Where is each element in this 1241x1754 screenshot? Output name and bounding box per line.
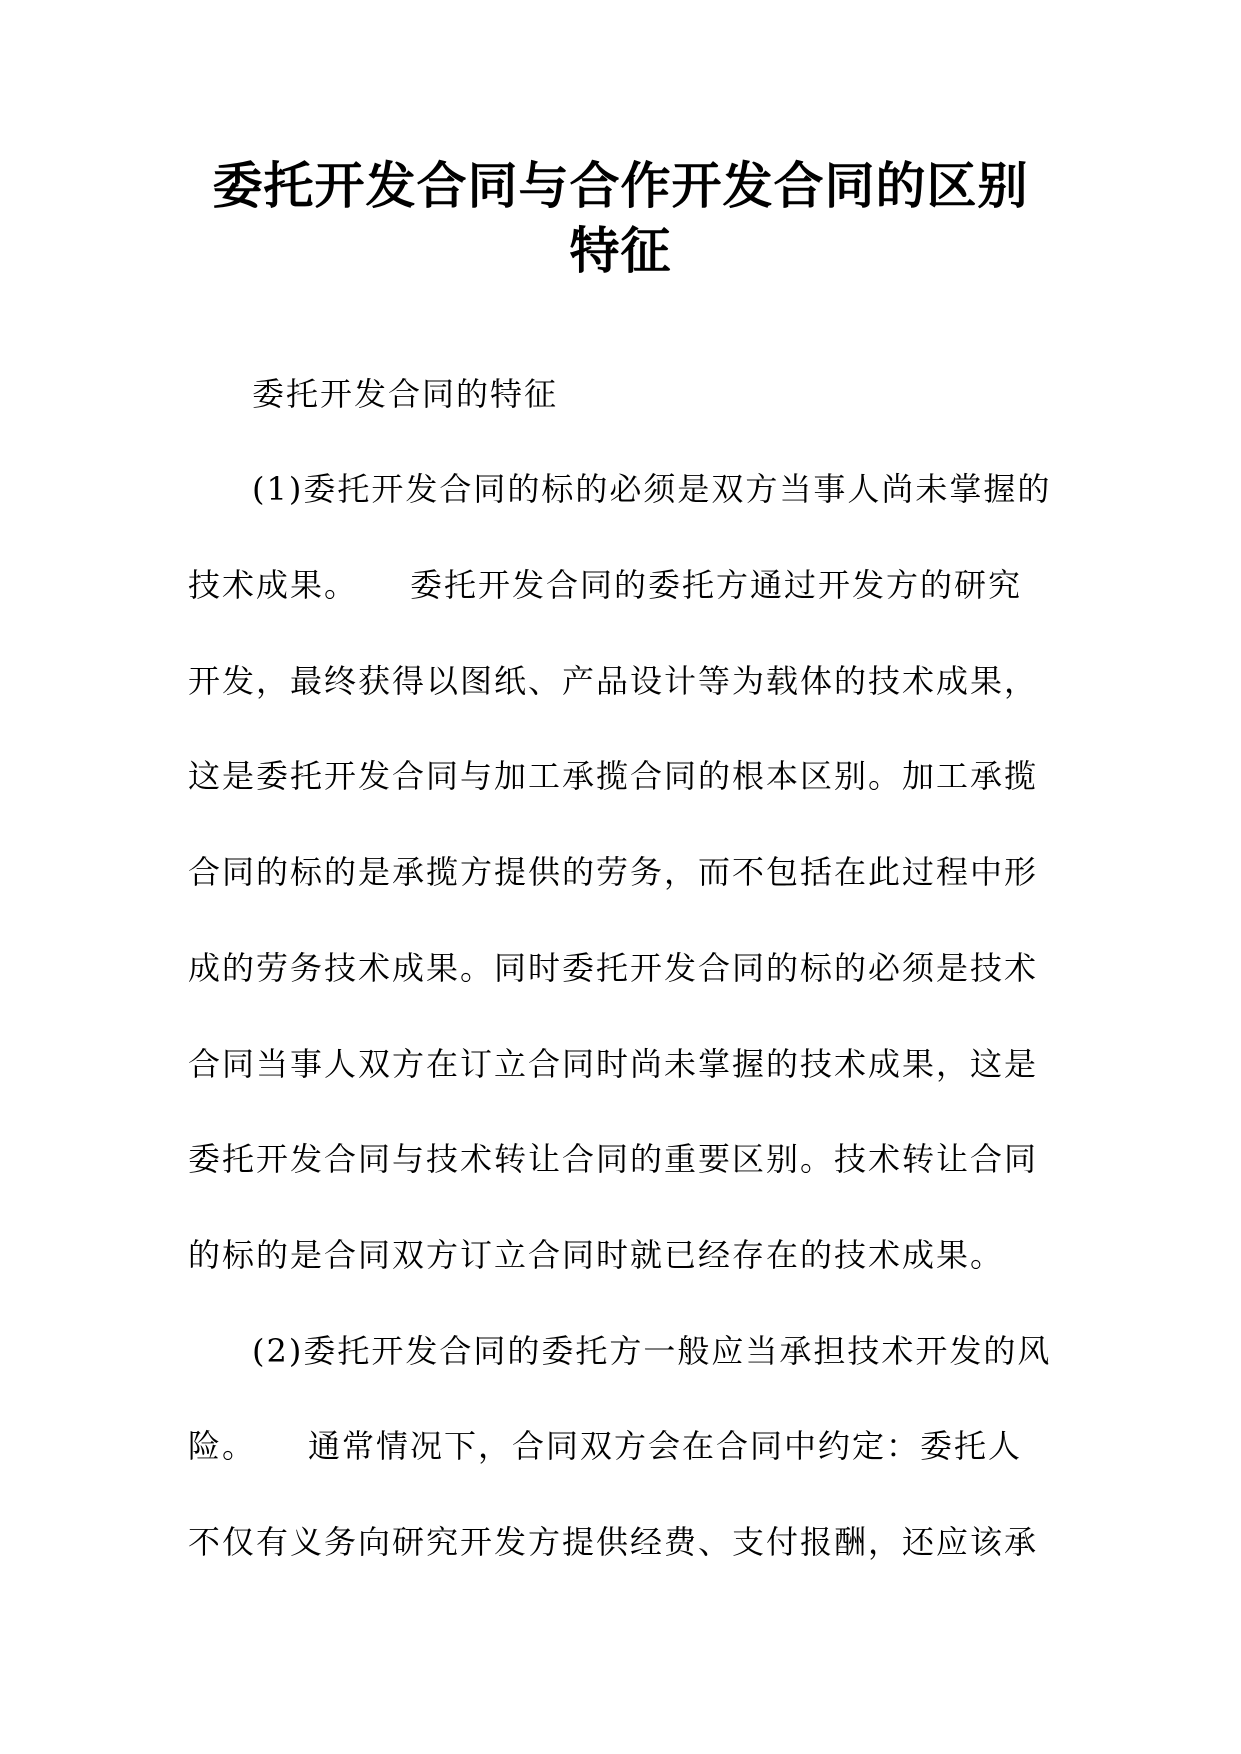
paragraph-line: 险。 通常情况下，合同双方会在合同中约定：委托人	[188, 1427, 1023, 1465]
paragraph-line: 合同的标的是承揽方提供的劳务，而不包括在此过程中形	[188, 853, 1039, 891]
paragraph-line: 合同当事人双方在订立合同时尚未掌握的技术成果，这是	[188, 1045, 1039, 1083]
document-title-line-2: 特征	[569, 222, 672, 280]
paragraph-line: (2)委托开发合同的委托方一般应当承担技术开发的风	[252, 1332, 1052, 1370]
document-title-line-1: 委托开发合同与合作开发合同的区别	[212, 157, 1029, 215]
section-heading: 委托开发合同的特征	[252, 375, 559, 413]
paragraph-line: 这是委托开发合同与加工承揽合同的根本区别。加工承揽	[188, 757, 1039, 795]
paragraph-line: 开发，最终获得以图纸、产品设计等为载体的技术成果，	[188, 662, 1039, 700]
paragraph-line: 委托开发合同与技术转让合同的重要区别。技术转让合同	[188, 1140, 1039, 1178]
paragraph-line: 的标的是合同双方订立合同时就已经存在的技术成果。	[188, 1236, 1005, 1274]
paragraph-line: 不仅有义务向研究开发方提供经费、支付报酬，还应该承	[188, 1523, 1039, 1561]
paragraph-line: (1)委托开发合同的标的必须是双方当事人尚未掌握的	[252, 470, 1052, 508]
paragraph-line: 技术成果。 委托开发合同的委托方通过开发方的研究	[188, 566, 1023, 604]
paragraph-line: 成的劳务技术成果。同时委托开发合同的标的必须是技术	[188, 949, 1039, 987]
